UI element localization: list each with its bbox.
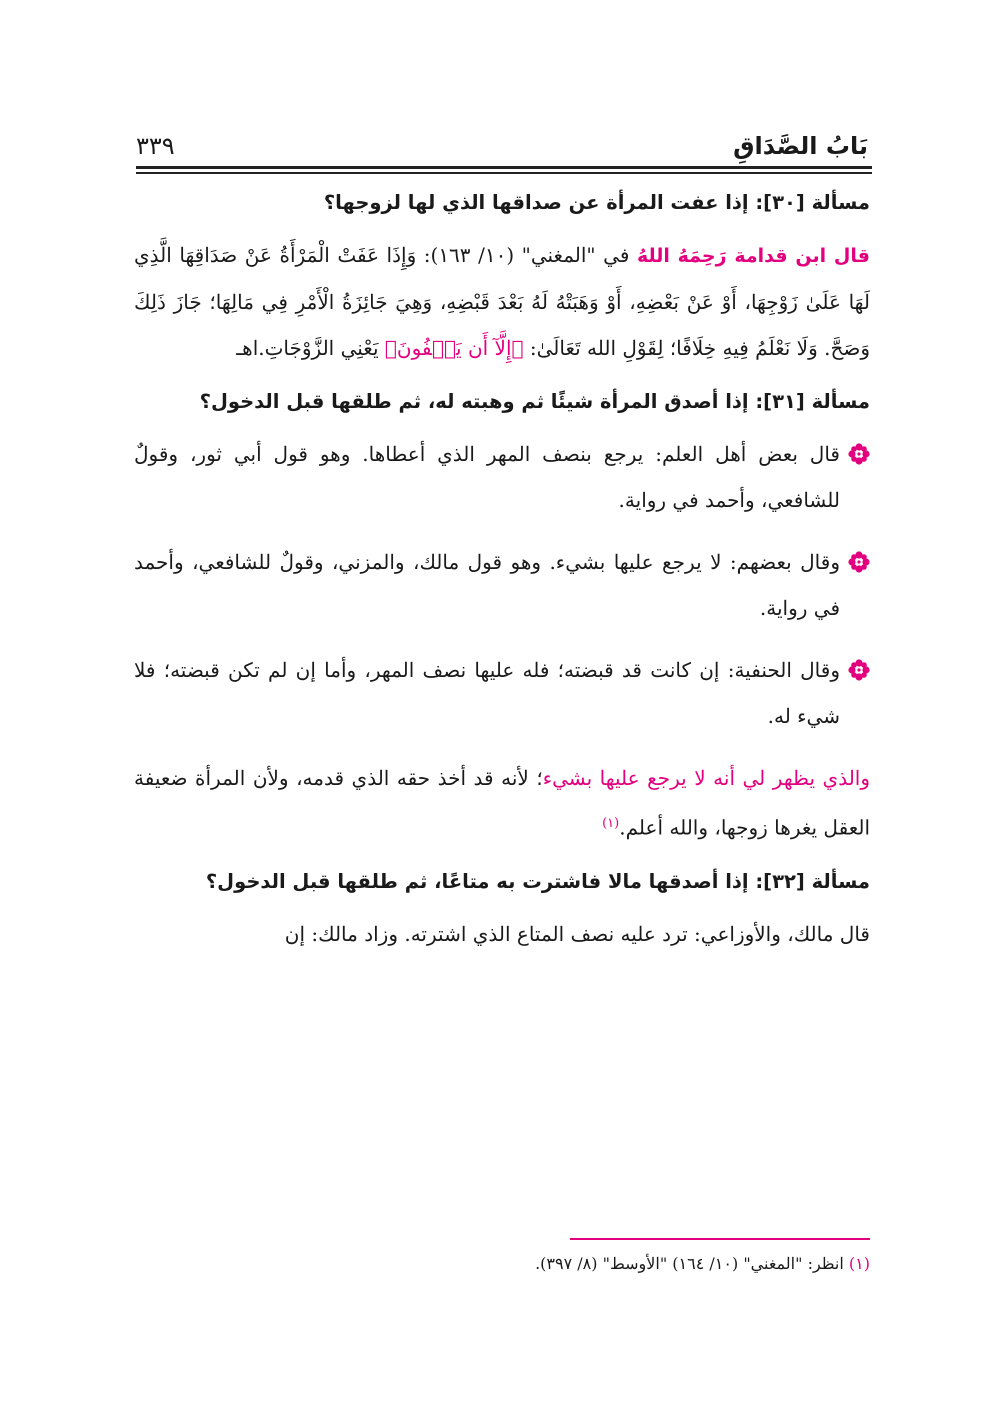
opinion-text: وقال بعضهم: لا يرجع عليها بشيء. وهو قول مالك، والمزني، وقولٌ للشافعي، وأحمد في رواية. [134,550,840,620]
question-32-title: مسألة [٣٢]: إذا أصدقها مالا فاشترت به متاعًا، ثم طلقها قبل الدخول؟ [205,869,870,893]
opinion-text: قال بعض أهل العلم: يرجع بنصف المهر الذي أعطاها. وهو قول أبي ثور، وقولٌ للشافعي، وأحمد في رواية. [134,442,840,512]
footnote-reference[interactable]: (١) [602,816,620,831]
question-32-text: قال مالك، والأوزاعي: ترد عليه نصف المتاع الذي اشترته. وزاد مالك: إن [284,921,870,946]
header-rule-thick [136,166,872,169]
quran-verse: ﴿إِلَّآ أَن يَعۡفُونَ﴾ [384,336,524,360]
speaker-label: قال ابن قدامة رَحِمَهُ اللهُ [636,245,870,267]
footnote [134,1252,870,1276]
opinion-item [134,431,870,523]
header-rule-thin [136,172,872,174]
quote-text-b: يَعْنِي الزَّوْجَاتِ.اهـ [236,336,385,360]
quote-text-a: في "المغني" (١٠/ ١٦٣): وَإِذَا عَفَتْ الْمَرْأَةُ عَنْ صَدَاقِهَا الَّذِي لَهَا عَلَىٰ زَوْجِهَا، أَوْ عَنْ بَعْضِهِ، أَوْ وَهَبَتْهُ لَهُ بَعْدَ قَبْضِهِ، وَهِيَ جَائِزَةُ الْأَمْرِ فِي مَالِهَا؛ جَازَ ذَلِكَ وَصَحَّ. وَلَا نَعْلَمُ فِيهِ خِلَافًا؛ لِقَوْلِ الله تَعَالَىٰ: [134,243,870,360]
author-opinion-highlight: والذي يظهر لي أنه لا يرجع عليها بشيء [542,766,871,790]
opinion-text: وقال الحنفية: إن كانت قد قبضته؛ فله عليها نصف المهر، وأما إن لم تكن قبضته؛ فلا شيء له. [134,658,840,728]
footnote-text: انظر: "المغني" (١٠/ ١٦٤) "الأوسط" (٨/ ٣٩٧). [535,1254,849,1273]
question-31-title: مسألة [٣١]: إذا أصدق المرأة شيئًا ثم وهبته له، ثم طلقها قبل الدخول؟ [199,390,870,413]
author-opinion-rest: ؛ لأنه قد أخذ حقه الذي قدمه، ولأن المرأة ضعيفة العقل يغرها زوجها، والله أعلم. [134,766,870,840]
chapter-title: بَابُ الصَّدَاقِ [733,132,868,160]
page-body [134,182,870,957]
flower-ornament-icon [848,443,870,465]
footnote-marker: (١) [848,1254,870,1273]
footnote-rule [570,1238,870,1240]
author-opinion-text [134,755,870,851]
opinion-item [134,647,870,739]
flower-ornament-icon [848,659,870,681]
question-30-title: مسألة [٣٠]: إذا عفت المرأة عن صداقها الذي لها لزوجها؟ [323,191,870,214]
page-number: ٣٣٩ [136,132,175,160]
opinion-item [134,539,870,631]
running-header [136,118,868,160]
question-30-answer [134,232,870,371]
ibn-qudama-quote [134,232,870,371]
flower-ornament-icon [848,551,870,573]
author-opinion [134,755,870,851]
